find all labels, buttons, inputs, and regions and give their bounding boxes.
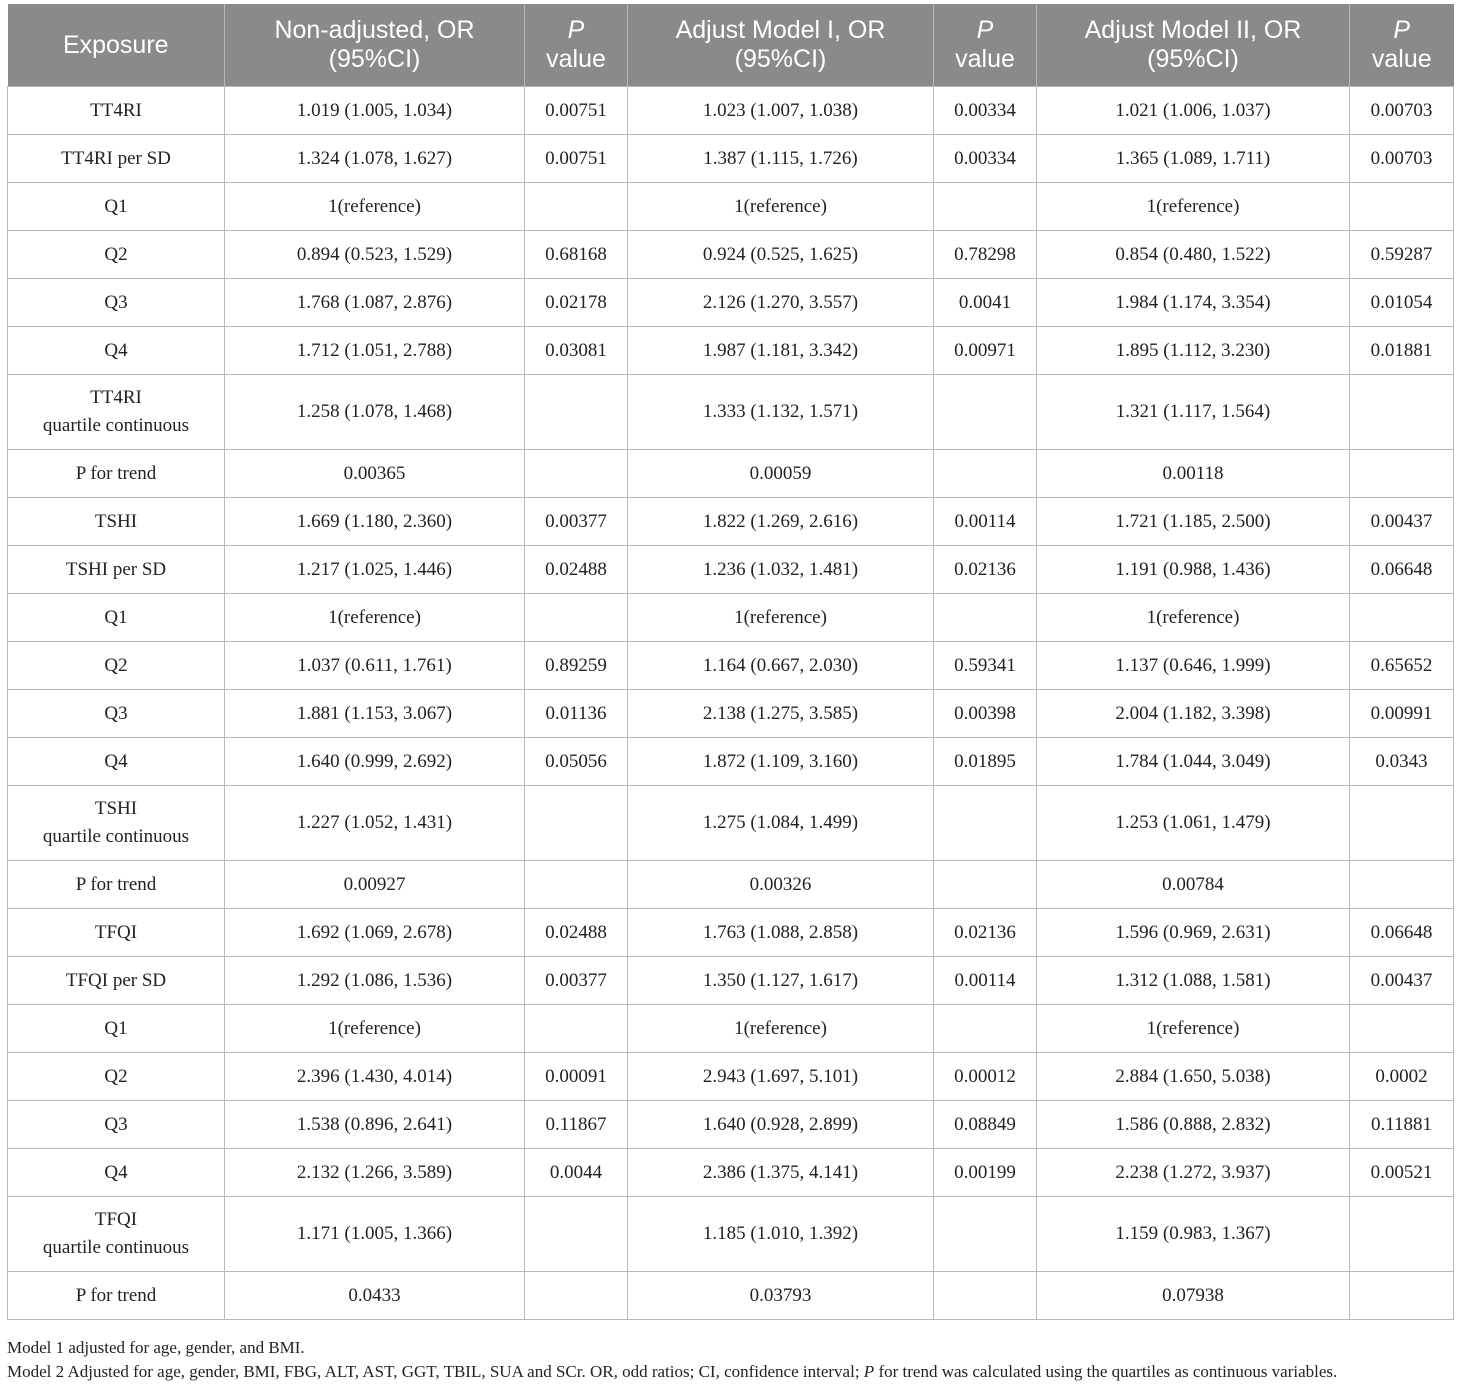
non-adjusted-or-cell: 0.00365	[225, 450, 525, 498]
table-row	[8, 1005, 1454, 1053]
model-2-p-cell: 0.06648	[1350, 909, 1454, 957]
model-2-or-cell: 1.596 (0.969, 2.631)	[1037, 909, 1350, 957]
table-body	[8, 87, 1454, 1320]
non-adjusted-or-cell: 1.019 (1.005, 1.034)	[225, 87, 525, 135]
non-adjusted-or-cell: 1.712 (1.051, 2.788)	[225, 327, 525, 375]
non-adjusted-or-cell: 1.669 (1.180, 2.360)	[225, 498, 525, 546]
table-row	[8, 909, 1454, 957]
model-1-p-cell	[934, 1272, 1037, 1320]
model-2-or-cell: 1.586 (0.888, 2.832)	[1037, 1101, 1350, 1149]
exposure-cell: P for trend	[8, 861, 225, 909]
model-2-p-cell: 0.65652	[1350, 642, 1454, 690]
exposure-cell: TSHI quartile continuous	[8, 786, 225, 861]
model-1-p-cell: 0.78298	[934, 231, 1037, 279]
model-2-p-cell: 0.59287	[1350, 231, 1454, 279]
non-adjusted-or-cell: 1.217 (1.025, 1.446)	[225, 546, 525, 594]
table-row	[8, 1272, 1454, 1320]
exposure-cell: TT4RI	[8, 87, 225, 135]
exposure-cell: Q1	[8, 594, 225, 642]
table-row	[8, 498, 1454, 546]
non-adjusted-or-cell: 1.538 (0.896, 2.641)	[225, 1101, 525, 1149]
table-row	[8, 450, 1454, 498]
non-adjusted-or-cell: 2.396 (1.430, 4.014)	[225, 1053, 525, 1101]
model-2-p-cell: 0.00437	[1350, 498, 1454, 546]
model-2-p-cell: 0.01054	[1350, 279, 1454, 327]
exposure-cell: Q2	[8, 231, 225, 279]
model-1-or-cell: 1.387 (1.115, 1.726)	[628, 135, 934, 183]
table-row	[8, 87, 1454, 135]
model-2-or-cell: 1.312 (1.088, 1.581)	[1037, 957, 1350, 1005]
model-2-or-cell: 0.00784	[1037, 861, 1350, 909]
non-adjusted-p-cell: 0.00377	[525, 957, 628, 1005]
model-2-p-cell: 0.11881	[1350, 1101, 1454, 1149]
non-adjusted-p-cell: 0.89259	[525, 642, 628, 690]
model-1-or-cell: 1.640 (0.928, 2.899)	[628, 1101, 934, 1149]
model-2-p-cell: 0.0002	[1350, 1053, 1454, 1101]
table-row	[8, 594, 1454, 642]
model-2-p-cell: 0.01881	[1350, 327, 1454, 375]
non-adjusted-or-cell: 0.0433	[225, 1272, 525, 1320]
model-2-or-cell: 1.021 (1.006, 1.037)	[1037, 87, 1350, 135]
model-2-or-cell: 1.159 (0.983, 1.367)	[1037, 1197, 1350, 1272]
table-row	[8, 327, 1454, 375]
model-1-p-cell	[934, 1005, 1037, 1053]
non-adjusted-or-cell: 1.640 (0.999, 2.692)	[225, 738, 525, 786]
exposure-cell: Q1	[8, 183, 225, 231]
model-2-or-cell: 2.238 (1.272, 3.937)	[1037, 1149, 1350, 1197]
table-row	[8, 957, 1454, 1005]
model-2-or-cell: 1.191 (0.988, 1.436)	[1037, 546, 1350, 594]
model-2-p-cell	[1350, 861, 1454, 909]
model-1-or-cell: 1.185 (1.010, 1.392)	[628, 1197, 934, 1272]
model-2-p-cell	[1350, 594, 1454, 642]
exposure-cell: TFQI quartile continuous	[8, 1197, 225, 1272]
model-1-or-cell: 2.126 (1.270, 3.557)	[628, 279, 934, 327]
non-adjusted-p-cell	[525, 1272, 628, 1320]
model-2-or-cell: 0.854 (0.480, 1.522)	[1037, 231, 1350, 279]
header-p-value-3: P value	[1350, 4, 1454, 87]
model-2-or-cell: 0.00118	[1037, 450, 1350, 498]
model-1-p-cell	[934, 375, 1037, 450]
model-2-or-cell: 1(reference)	[1037, 594, 1350, 642]
non-adjusted-or-cell: 1.171 (1.005, 1.366)	[225, 1197, 525, 1272]
non-adjusted-p-cell: 0.02178	[525, 279, 628, 327]
non-adjusted-or-cell: 1.292 (1.086, 1.536)	[225, 957, 525, 1005]
exposure-cell: Q3	[8, 279, 225, 327]
model-1-or-cell: 1(reference)	[628, 594, 934, 642]
header-model-2: Adjust Model II, OR (95%CI)	[1037, 4, 1350, 87]
table-row	[8, 231, 1454, 279]
model-1-p-cell	[934, 450, 1037, 498]
table-row	[8, 279, 1454, 327]
model-2-or-cell: 2.884 (1.650, 5.038)	[1037, 1053, 1350, 1101]
table-header-row	[8, 4, 1454, 87]
model-1-p-cell	[934, 786, 1037, 861]
model-1-or-cell: 1.275 (1.084, 1.499)	[628, 786, 934, 861]
model-1-or-cell: 1.872 (1.109, 3.160)	[628, 738, 934, 786]
non-adjusted-or-cell: 1.881 (1.153, 3.067)	[225, 690, 525, 738]
model-1-or-cell: 1.350 (1.127, 1.617)	[628, 957, 934, 1005]
model-2-or-cell: 1.365 (1.089, 1.711)	[1037, 135, 1350, 183]
model-1-or-cell: 2.943 (1.697, 5.101)	[628, 1053, 934, 1101]
exposure-cell: Q4	[8, 327, 225, 375]
model-1-p-cell: 0.59341	[934, 642, 1037, 690]
non-adjusted-or-cell: 0.00927	[225, 861, 525, 909]
non-adjusted-p-cell: 0.03081	[525, 327, 628, 375]
model-2-p-cell: 0.06648	[1350, 546, 1454, 594]
non-adjusted-or-cell: 1.258 (1.078, 1.468)	[225, 375, 525, 450]
non-adjusted-p-cell	[525, 183, 628, 231]
footnote-model-1: Model 1 adjusted for age, gender, and BMI.	[7, 1338, 305, 1357]
non-adjusted-or-cell: 0.894 (0.523, 1.529)	[225, 231, 525, 279]
model-1-or-cell: 0.924 (0.525, 1.625)	[628, 231, 934, 279]
non-adjusted-or-cell: 2.132 (1.266, 3.589)	[225, 1149, 525, 1197]
table-row	[8, 1149, 1454, 1197]
model-1-p-cell: 0.00334	[934, 87, 1037, 135]
model-1-p-cell	[934, 594, 1037, 642]
model-2-p-cell	[1350, 1272, 1454, 1320]
model-1-p-cell: 0.0041	[934, 279, 1037, 327]
model-2-p-cell	[1350, 183, 1454, 231]
non-adjusted-or-cell: 1.768 (1.087, 2.876)	[225, 279, 525, 327]
model-2-or-cell: 1(reference)	[1037, 183, 1350, 231]
model-2-p-cell: 0.00991	[1350, 690, 1454, 738]
non-adjusted-p-cell	[525, 1197, 628, 1272]
header-p-value-1: P value	[525, 4, 628, 87]
non-adjusted-p-cell: 0.11867	[525, 1101, 628, 1149]
model-2-p-cell	[1350, 450, 1454, 498]
exposure-cell: Q2	[8, 1053, 225, 1101]
non-adjusted-p-cell	[525, 450, 628, 498]
model-2-or-cell: 1.784 (1.044, 3.049)	[1037, 738, 1350, 786]
model-1-or-cell: 1.023 (1.007, 1.038)	[628, 87, 934, 135]
exposure-cell: Q3	[8, 690, 225, 738]
header-exposure: Exposure	[8, 4, 225, 87]
model-1-p-cell: 0.00971	[934, 327, 1037, 375]
footnote-model-2: Model 2 Adjusted for age, gender, BMI, FBG, ALT, AST, GGT, TBIL, SUA and SCr. OR, odd ratios; CI, confidence interval; P for trend was calculated using the quartiles as continuous variables.	[7, 1362, 1338, 1381]
non-adjusted-p-cell: 0.02488	[525, 546, 628, 594]
exposure-cell: TT4RI per SD	[8, 135, 225, 183]
non-adjusted-or-cell: 1(reference)	[225, 594, 525, 642]
exposure-cell: TFQI	[8, 909, 225, 957]
model-1-or-cell: 1.987 (1.181, 3.342)	[628, 327, 934, 375]
model-2-or-cell: 1.984 (1.174, 3.354)	[1037, 279, 1350, 327]
header-p-value-2: P value	[934, 4, 1037, 87]
model-1-p-cell: 0.01895	[934, 738, 1037, 786]
exposure-cell: Q4	[8, 1149, 225, 1197]
table-row	[8, 1053, 1454, 1101]
model-1-p-cell: 0.00398	[934, 690, 1037, 738]
table-row	[8, 1101, 1454, 1149]
model-1-or-cell: 1.333 (1.132, 1.571)	[628, 375, 934, 450]
table-row	[8, 690, 1454, 738]
non-adjusted-p-cell	[525, 786, 628, 861]
model-2-p-cell: 0.00703	[1350, 135, 1454, 183]
model-1-or-cell: 1.236 (1.032, 1.481)	[628, 546, 934, 594]
non-adjusted-p-cell: 0.0044	[525, 1149, 628, 1197]
model-2-or-cell: 2.004 (1.182, 3.398)	[1037, 690, 1350, 738]
model-2-p-cell	[1350, 1197, 1454, 1272]
non-adjusted-p-cell: 0.05056	[525, 738, 628, 786]
model-1-p-cell: 0.00199	[934, 1149, 1037, 1197]
odds-ratio-table	[7, 4, 1454, 1320]
table-row	[8, 546, 1454, 594]
header-model-1: Adjust Model I, OR (95%CI)	[628, 4, 934, 87]
non-adjusted-p-cell	[525, 861, 628, 909]
model-1-p-cell: 0.00334	[934, 135, 1037, 183]
non-adjusted-or-cell: 1.324 (1.078, 1.627)	[225, 135, 525, 183]
model-1-or-cell: 1.164 (0.667, 2.030)	[628, 642, 934, 690]
model-1-or-cell: 1.822 (1.269, 2.616)	[628, 498, 934, 546]
exposure-cell: P for trend	[8, 450, 225, 498]
model-1-or-cell: 0.00326	[628, 861, 934, 909]
model-1-p-cell	[934, 183, 1037, 231]
model-1-or-cell: 1.763 (1.088, 2.858)	[628, 909, 934, 957]
table-row	[8, 135, 1454, 183]
non-adjusted-or-cell: 1(reference)	[225, 1005, 525, 1053]
model-1-or-cell: 1(reference)	[628, 183, 934, 231]
non-adjusted-p-cell: 0.68168	[525, 231, 628, 279]
non-adjusted-p-cell: 0.02488	[525, 909, 628, 957]
model-2-p-cell: 0.00703	[1350, 87, 1454, 135]
model-1-or-cell: 1(reference)	[628, 1005, 934, 1053]
non-adjusted-p-cell: 0.00377	[525, 498, 628, 546]
model-1-p-cell	[934, 861, 1037, 909]
non-adjusted-p-cell: 0.01136	[525, 690, 628, 738]
exposure-cell: TSHI per SD	[8, 546, 225, 594]
model-1-or-cell: 2.386 (1.375, 4.141)	[628, 1149, 934, 1197]
exposure-cell: Q1	[8, 1005, 225, 1053]
model-2-p-cell: 0.00521	[1350, 1149, 1454, 1197]
non-adjusted-or-cell: 1.227 (1.052, 1.431)	[225, 786, 525, 861]
model-1-p-cell	[934, 1197, 1037, 1272]
non-adjusted-or-cell: 1.037 (0.611, 1.761)	[225, 642, 525, 690]
model-2-or-cell: 1.253 (1.061, 1.479)	[1037, 786, 1350, 861]
table-row	[8, 1197, 1454, 1272]
model-2-p-cell: 0.0343	[1350, 738, 1454, 786]
model-1-or-cell: 0.03793	[628, 1272, 934, 1320]
model-2-or-cell: 1.321 (1.117, 1.564)	[1037, 375, 1350, 450]
model-1-p-cell: 0.00114	[934, 498, 1037, 546]
exposure-cell: Q4	[8, 738, 225, 786]
table-row	[8, 183, 1454, 231]
header-non-adjusted: Non-adjusted, OR (95%CI)	[225, 4, 525, 87]
non-adjusted-or-cell: 1.692 (1.069, 2.678)	[225, 909, 525, 957]
model-2-or-cell: 1.137 (0.646, 1.999)	[1037, 642, 1350, 690]
table-row	[8, 786, 1454, 861]
model-2-or-cell: 1(reference)	[1037, 1005, 1350, 1053]
non-adjusted-p-cell	[525, 1005, 628, 1053]
table-footnotes	[7, 1336, 1453, 1384]
table-row	[8, 861, 1454, 909]
model-1-or-cell: 2.138 (1.275, 3.585)	[628, 690, 934, 738]
exposure-cell: Q2	[8, 642, 225, 690]
model-2-p-cell	[1350, 375, 1454, 450]
exposure-cell: P for trend	[8, 1272, 225, 1320]
non-adjusted-p-cell: 0.00751	[525, 87, 628, 135]
model-2-or-cell: 1.721 (1.185, 2.500)	[1037, 498, 1350, 546]
exposure-cell: TSHI	[8, 498, 225, 546]
model-1-p-cell: 0.02136	[934, 546, 1037, 594]
table-row	[8, 738, 1454, 786]
results-table-container	[7, 4, 1453, 1320]
table-row	[8, 642, 1454, 690]
non-adjusted-p-cell: 0.00751	[525, 135, 628, 183]
model-1-or-cell: 0.00059	[628, 450, 934, 498]
non-adjusted-p-cell	[525, 375, 628, 450]
table-row	[8, 375, 1454, 450]
model-1-p-cell: 0.00012	[934, 1053, 1037, 1101]
exposure-cell: TFQI per SD	[8, 957, 225, 1005]
exposure-cell: Q3	[8, 1101, 225, 1149]
model-2-or-cell: 1.895 (1.112, 3.230)	[1037, 327, 1350, 375]
model-2-or-cell: 0.07938	[1037, 1272, 1350, 1320]
model-1-p-cell: 0.08849	[934, 1101, 1037, 1149]
model-2-p-cell	[1350, 1005, 1454, 1053]
model-1-p-cell: 0.02136	[934, 909, 1037, 957]
model-2-p-cell: 0.00437	[1350, 957, 1454, 1005]
non-adjusted-or-cell: 1(reference)	[225, 183, 525, 231]
exposure-cell: TT4RI quartile continuous	[8, 375, 225, 450]
model-2-p-cell	[1350, 786, 1454, 861]
non-adjusted-p-cell	[525, 594, 628, 642]
model-1-p-cell: 0.00114	[934, 957, 1037, 1005]
non-adjusted-p-cell: 0.00091	[525, 1053, 628, 1101]
